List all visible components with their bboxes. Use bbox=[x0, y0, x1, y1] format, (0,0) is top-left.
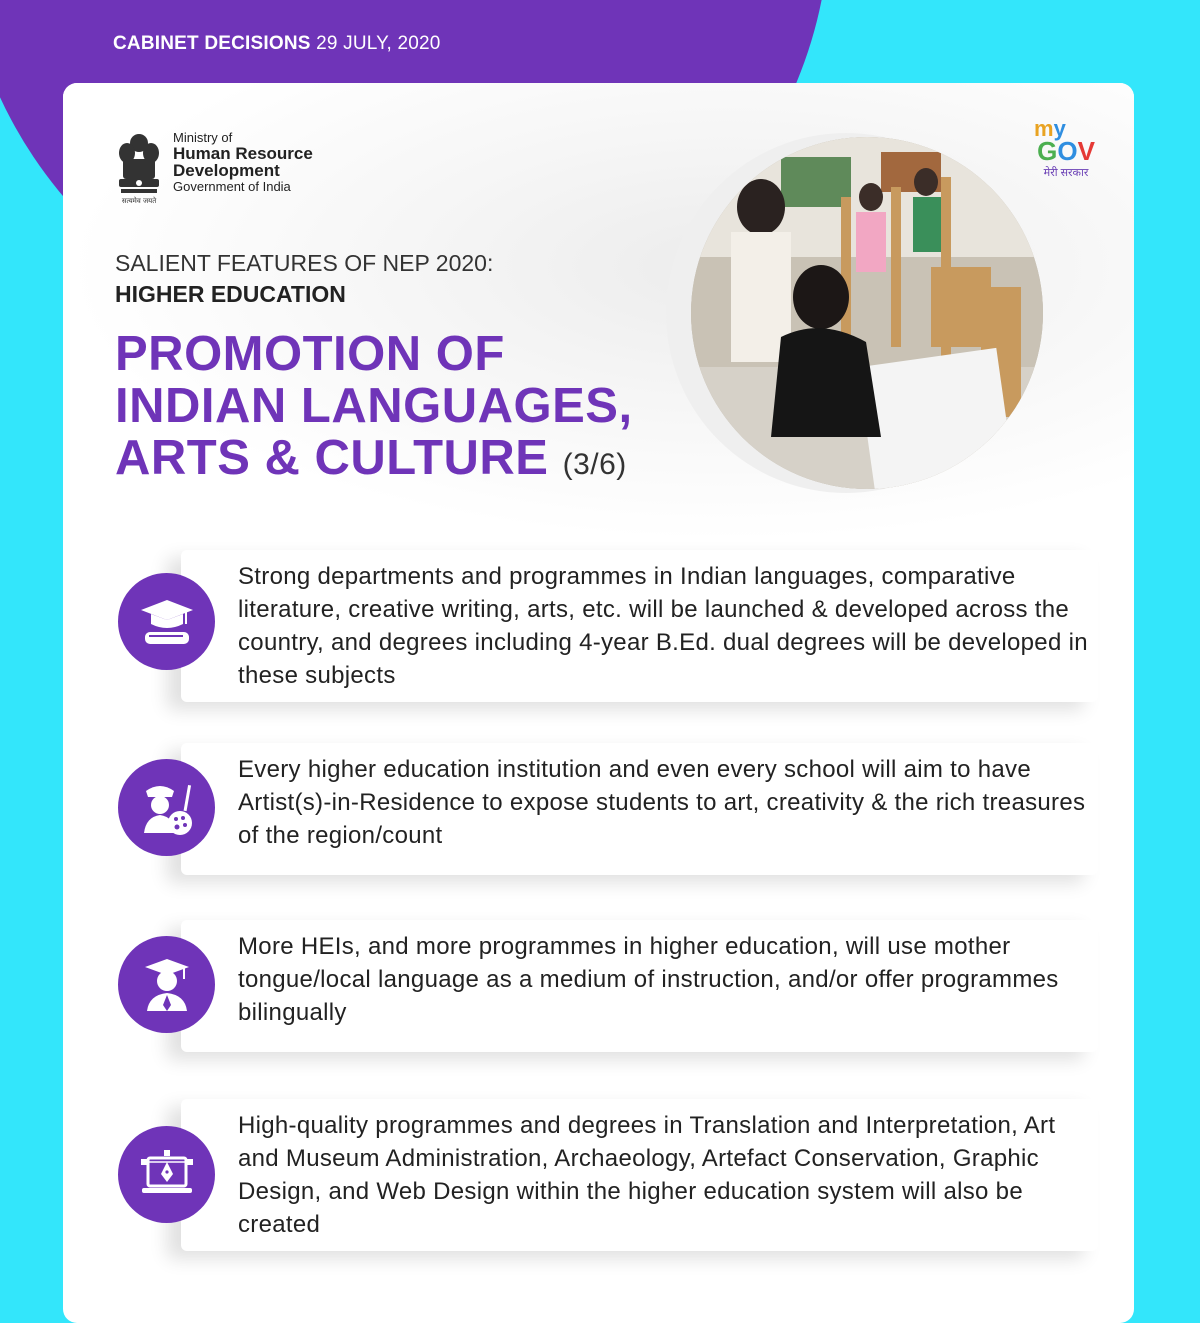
feature-text: More HEIs, and more programmes in higher education, will use mother tongue/local language as a medium of instruction, and/or offer programmes bilingually bbox=[238, 933, 1059, 1026]
feature-item bbox=[181, 550, 1098, 702]
header-label: CABINET DECISIONS bbox=[113, 33, 311, 54]
title-line2: INDIAN LANGUAGES, bbox=[115, 379, 633, 433]
subheading-line1: SALIENT FEATURES OF NEP 2020: bbox=[115, 250, 494, 276]
subheading-line2: HIGHER EDUCATION bbox=[115, 281, 346, 307]
ministry-line1: Ministry of bbox=[173, 130, 233, 145]
subheading bbox=[115, 248, 493, 310]
laptop-design-pen-icon bbox=[118, 1126, 215, 1223]
header-line bbox=[113, 33, 441, 55]
students-painting-photo bbox=[691, 137, 1043, 489]
content-card bbox=[63, 83, 1134, 1323]
feature-text: High-quality programmes and degrees in Translation and Interpretation, Art and Museum Administration, Archaeology, Artefact Conservation, Graphic Design, and Web Design within the higher education system will also be created bbox=[238, 1112, 1056, 1238]
national-emblem-icon bbox=[113, 131, 165, 206]
page-title bbox=[115, 328, 715, 491]
artist-palette-icon bbox=[118, 759, 215, 856]
graduate-student-icon bbox=[118, 936, 215, 1033]
graduation-cap-on-book-icon bbox=[118, 573, 215, 670]
mygov-tagline: मेरी सरकार bbox=[1043, 167, 1089, 179]
title-count: (3/6) bbox=[562, 448, 627, 481]
ministry-line2: Human Resource bbox=[173, 143, 313, 163]
ministry-line3: Development bbox=[173, 161, 280, 181]
ministry-line4: Government of India bbox=[173, 179, 291, 195]
feature-item bbox=[181, 1099, 1098, 1251]
feature-text: Strong departments and programmes in Indian languages, comparative literature, creative writing, arts, etc. will be launched & developed across the country, and degrees including 4-year B.Ed. dual degrees will be developed in these subjects bbox=[238, 563, 1088, 689]
emblem-caption: सत्यमेव जयते bbox=[121, 197, 157, 205]
feature-text: Every higher education institution and even every school will aim to have Artist(s)-in-Residence to expose students to art, creativity & the rich treasures of the region/count bbox=[238, 756, 1086, 849]
mygov-gov: GOV bbox=[1037, 136, 1095, 166]
mygov-my-text: my bbox=[1034, 116, 1066, 141]
ministry-logo bbox=[113, 131, 313, 206]
mygov-logo bbox=[1026, 116, 1106, 180]
header-date: 29 JULY, 2020 bbox=[316, 33, 441, 54]
title-line3: ARTS & CULTURE bbox=[115, 431, 549, 485]
feature-item bbox=[181, 920, 1098, 1052]
feature-item bbox=[181, 743, 1098, 875]
title-line1: PROMOTION OF bbox=[115, 327, 505, 381]
